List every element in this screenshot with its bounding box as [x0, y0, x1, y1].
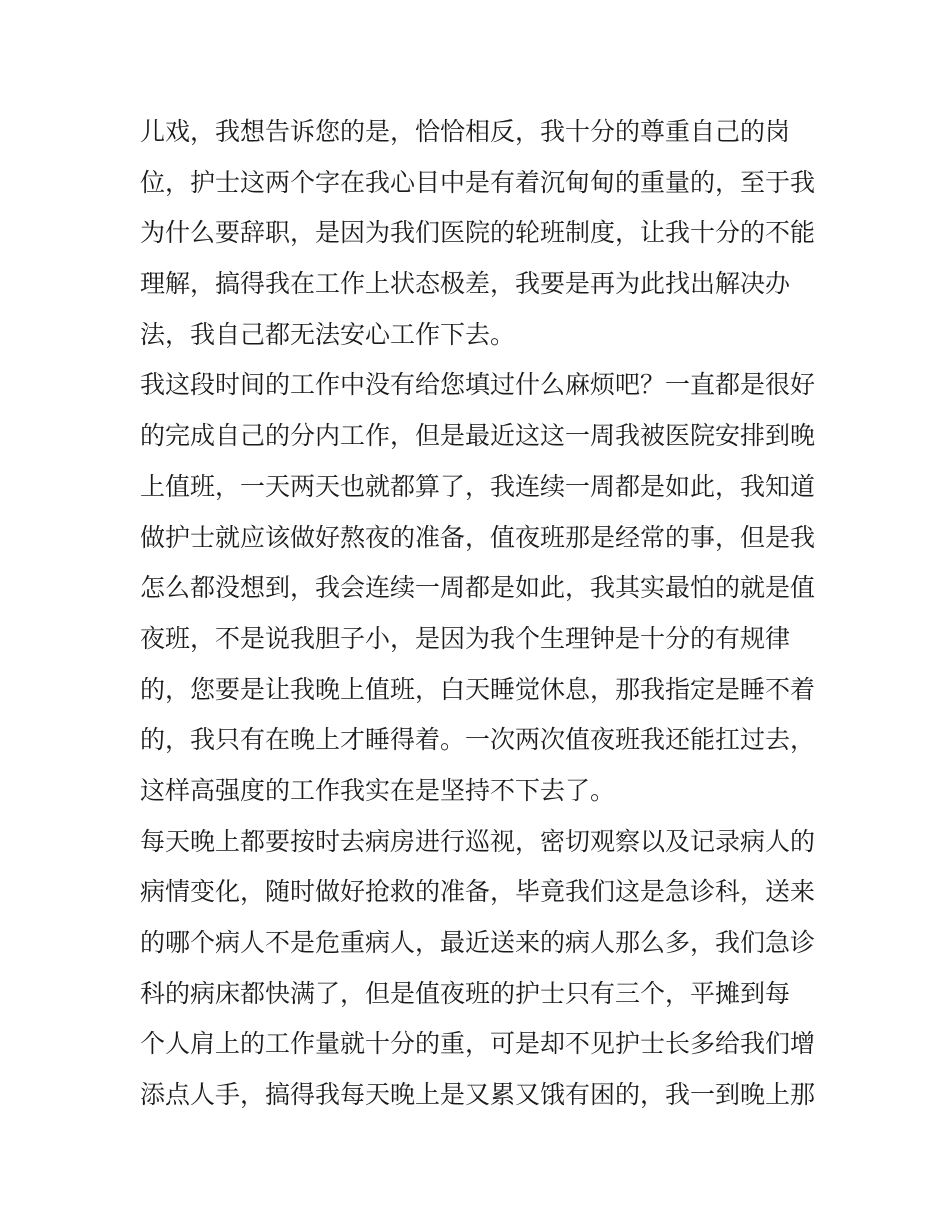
text-line: 的，我只有在晚上才睡得着。一次两次值夜班我还能扛过去， — [140, 725, 816, 755]
paragraph-2 — [140, 360, 820, 816]
text-line: 法，我自己都无法安心工作下去。 — [140, 319, 516, 349]
text-line: 怎么都没想到，我会连续一周都是如此，我其实最怕的就是值 — [140, 573, 816, 603]
text-line: 添点人手，搞得我每天晚上是又累又饿有困的，我一到晚上那 — [140, 1080, 816, 1110]
text-line: 这样高强度的工作我实在是坚持不下去了。 — [140, 775, 616, 805]
document-body — [140, 107, 820, 1121]
text-line: 理解，搞得我在工作上状态极差，我要是再为此找出解决办 — [140, 269, 791, 299]
text-line: 夜班，不是说我胆子小，是因为我个生理钟是十分的有规律 — [140, 623, 791, 653]
text-line: 儿戏，我想告诉您的是，恰恰相反，我十分的尊重自己的岗 — [140, 117, 791, 146]
text-line: 位，护士这两个字在我心目中是有着沉甸甸的重量的，至于我 — [140, 167, 816, 197]
text-line: 的，您要是让我晚上值班，白天睡觉休息，那我指定是睡不着 — [140, 674, 816, 704]
text-line: 每天晚上都要按时去病房进行巡视，密切观察以及记录病人的 — [140, 826, 816, 856]
text-line: 我这段时间的工作中没有给您填过什么麻烦吧？一直都是很好 — [140, 370, 816, 400]
text-line: 为什么要辞职，是因为我们医院的轮班制度，让我十分的不能 — [140, 218, 816, 248]
text-line: 病情变化，随时做好抢救的准备，毕竟我们这是急诊科，送来 — [140, 877, 816, 907]
paragraph-3 — [140, 817, 820, 1121]
text-line: 个人肩上的工作量就十分的重，可是却不见护士长多给我们增 — [140, 1029, 816, 1059]
text-line: 做护士就应该做好熬夜的准备，值夜班那是经常的事，但是我 — [140, 522, 816, 552]
text-line: 的哪个病人不是危重病人，最近送来的病人那么多，我们急诊 — [140, 928, 816, 957]
text-line: 上值班，一天两天也就都算了，我连续一周都是如此，我知道 — [140, 471, 816, 501]
text-line: 的完成自己的分内工作，但是最近这这一周我被医院安排到晚 — [140, 421, 816, 451]
text-line: 科的病床都快满了，但是值夜班的护士只有三个，平摊到每 — [140, 978, 791, 1008]
paragraph-1 — [140, 107, 820, 360]
